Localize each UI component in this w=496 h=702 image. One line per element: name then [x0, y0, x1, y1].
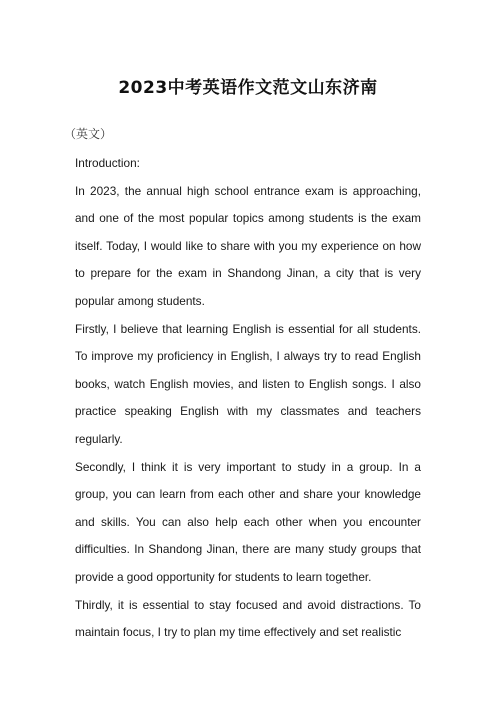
- paragraph-firstly: Firstly, I believe that learning English is essential for all students. To improve my proficiency in English, I always try to read English books, watch English movies, and listen to English songs. I also practice speaking English with my classmates and teachers regularly.: [75, 321, 421, 446]
- paragraph-introduction: In 2023, the annual high school entrance exam is approaching, and one of the most popular topics among students is the exam itself. Today, I would like to share with you my experience on how to prepare for the exam in Shandong Jinan, a city that is very popular among students.: [75, 183, 421, 308]
- document-subtitle: （英文）: [64, 127, 113, 141]
- document-body: [75, 150, 421, 647]
- paragraph-secondly: Secondly, I think it is very important to study in a group. In a group, you can learn from each other and share your knowledge and skills. You can also help each other when you encounter difficulties. In Shandong Jinan, there are many study groups that provide a good opportunity for students to learn together.: [75, 459, 421, 584]
- document-title: 2023中考英语作文范文山东济南: [118, 78, 378, 98]
- paragraph-thirdly: Thirdly, it is essential to stay focused and avoid distractions. To maintain focus, I try to plan my time effectively and set realistic: [75, 597, 421, 640]
- paragraph-introduction-heading: Introduction:: [75, 156, 140, 170]
